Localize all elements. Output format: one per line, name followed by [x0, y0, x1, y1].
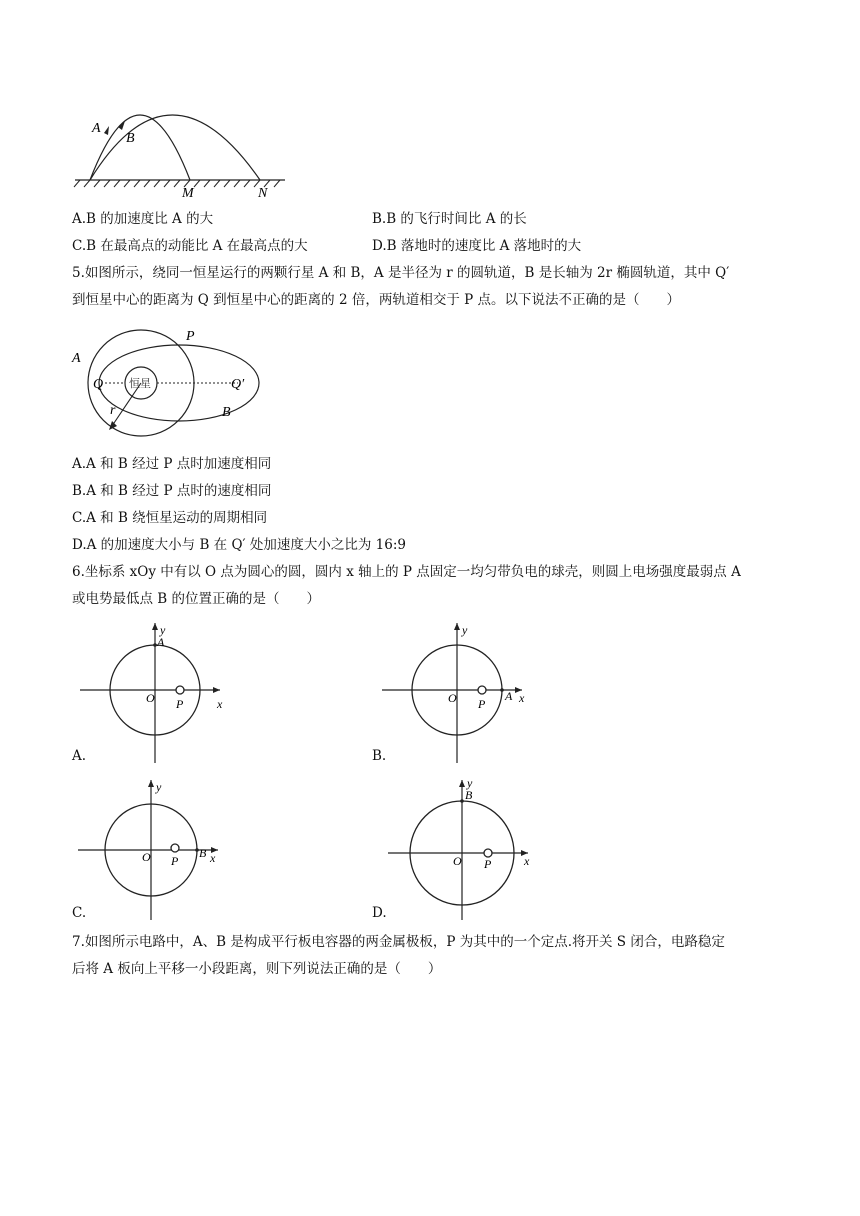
label-y: y	[467, 776, 473, 790]
q6-stem-line2: 或电势最低点 B 的位置正确的是（ ）	[72, 591, 321, 607]
label-p: P	[176, 697, 184, 711]
label-x: x	[217, 697, 223, 711]
label-x: x	[210, 851, 216, 865]
velocity-arrow-a	[104, 126, 109, 135]
ground-hatching	[74, 180, 280, 187]
label-p: P	[484, 857, 492, 871]
q5-stem-line2: 到恒星中心的距离为 Q 到恒星中心的距离的 2 倍，两轨道相交于 P 点。以下说法不正确的是（ ）	[72, 292, 680, 308]
label-marked: A	[157, 635, 165, 649]
q6-figure-b	[382, 618, 542, 763]
q4-option-b: B.B 的飞行时间比 A 的长	[372, 211, 527, 227]
q6-option-a-label: A.	[72, 748, 87, 764]
label-o: O	[146, 691, 155, 705]
charged-shell-p	[478, 686, 486, 694]
label-r: r	[110, 403, 116, 418]
x-axis-arrow	[213, 687, 220, 693]
label-y: y	[462, 623, 468, 637]
q5-stem-line1: 5.如图所示，绕同一恒星运行的两颗行星 A 和 B，A 是半径为 r 的圆轨道，B 是长轴为 2r 椭圆轨道，其中 Q′	[72, 265, 730, 281]
label-marked: B	[465, 788, 473, 802]
charged-shell-p	[176, 686, 184, 694]
q5-option-d: D.A 的加速度大小与 B 在 Q′ 处加速度大小之比为 16:9	[72, 537, 406, 553]
label-y: y	[160, 623, 166, 637]
label-marked: B	[199, 846, 207, 860]
q7-stem-line1: 7.如图所示电路中，A、B 是构成平行板电容器的两金属极板，P 为其中的一个定点.将开关 S 闭合，电路稳定	[72, 934, 725, 950]
label-p: P	[186, 329, 195, 344]
label-x: x	[519, 691, 525, 705]
label-y: y	[156, 780, 162, 794]
label-q: Q	[93, 377, 104, 392]
q6-figure-a	[80, 618, 240, 763]
label-a: A	[92, 121, 101, 136]
label-a: A	[72, 351, 81, 366]
q6-stem-line1: 6.坐标系 xOy 中有以 O 点为圆心的圆，圆内 x 轴上的 P 点固定一均匀带负电的球壳，则圆上电场强度最弱点 A	[72, 564, 741, 580]
q6-figure-c	[78, 775, 238, 920]
q4-option-d: D.B 落地时的速度比 A 落地时的大	[372, 238, 582, 254]
q4-option-c: C.B 在最高点的动能比 A 在最高点的大	[72, 238, 308, 254]
label-q-prime: Q′	[231, 377, 245, 392]
label-b: B	[126, 131, 135, 146]
y-axis-arrow	[148, 780, 154, 787]
label-p: P	[478, 697, 486, 711]
charged-shell-p	[171, 844, 179, 852]
label-star: 恒星	[129, 378, 151, 390]
q6-option-c-label: C.	[72, 905, 87, 921]
y-axis-arrow	[454, 623, 460, 630]
q4-option-a: A.B 的加速度比 A 的大	[72, 211, 214, 227]
q6-option-b-label: B.	[372, 748, 387, 764]
label-n: N	[258, 186, 268, 200]
y-axis-arrow	[459, 780, 465, 787]
q5-orbit-figure	[68, 318, 268, 448]
y-axis-arrow	[152, 623, 158, 630]
label-b: B	[222, 405, 231, 420]
marked-point	[500, 688, 504, 692]
label-o: O	[453, 854, 462, 868]
marked-point	[460, 799, 464, 803]
q5-option-b: B.A 和 B 经过 P 点时的速度相同	[72, 483, 272, 499]
q5-option-a: A.A 和 B 经过 P 点时加速度相同	[72, 456, 272, 472]
q5-option-c: C.A 和 B 绕恒星运动的周期相同	[72, 510, 268, 526]
velocity-arrow-b	[118, 121, 125, 130]
q7-stem-line2: 后将 A 板向上平移一小段距离，则下列说法正确的是（ ）	[72, 961, 442, 977]
label-p: P	[171, 854, 179, 868]
label-m: M	[182, 186, 194, 200]
q6-figure-d	[388, 775, 548, 920]
label-o: O	[142, 850, 151, 864]
q6-option-d-label: D.	[372, 905, 387, 921]
q4-trajectory-figure	[70, 100, 295, 200]
charged-shell-p	[484, 849, 492, 857]
label-o: O	[448, 691, 457, 705]
label-marked: A	[505, 689, 513, 703]
label-x: x	[524, 854, 530, 868]
